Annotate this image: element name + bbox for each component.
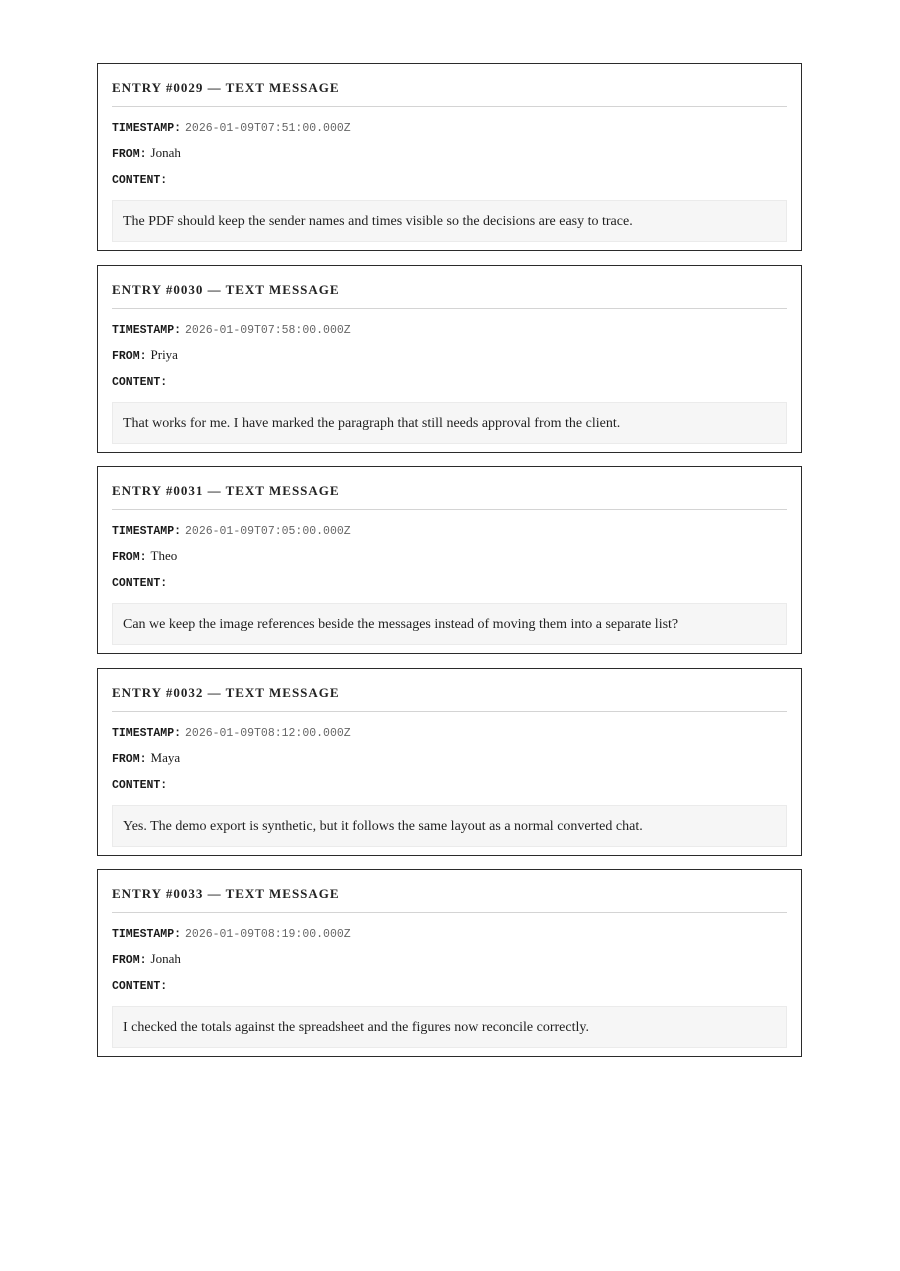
sender-name: Jonah <box>150 145 181 160</box>
timestamp-value: 2026-01-09T08:12:00.000Z <box>185 726 351 740</box>
timestamp-row <box>112 517 787 543</box>
content-label: CONTENT: <box>112 174 168 187</box>
timestamp-value: 2026-01-09T07:58:00.000Z <box>185 323 351 337</box>
sender-name: Jonah <box>150 951 181 966</box>
entry-card <box>97 265 802 453</box>
content-label: CONTENT: <box>112 375 168 389</box>
content-row <box>112 972 787 998</box>
sender-name: Maya <box>150 749 181 765</box>
timestamp-label: TIMESTAMP: <box>112 122 182 135</box>
content-row <box>112 569 787 595</box>
entry-heading: ENTRY #0033 — TEXT MESSAGE <box>112 870 787 913</box>
entry-card <box>97 466 802 654</box>
content-row <box>112 166 787 192</box>
entry-card <box>97 668 802 856</box>
from-label: FROM: <box>112 752 147 766</box>
timestamp-row <box>112 719 787 745</box>
entry-card <box>97 63 802 251</box>
content-label: CONTENT: <box>112 980 168 993</box>
timestamp-label: TIMESTAMP: <box>112 726 182 740</box>
timestamp-row <box>112 920 787 946</box>
from-row <box>112 946 787 972</box>
entry-heading: ENTRY #0031 — TEXT MESSAGE <box>112 467 787 510</box>
from-row <box>112 140 787 166</box>
from-row <box>112 745 787 771</box>
timestamp-label: TIMESTAMP: <box>112 525 182 538</box>
timestamp-row <box>112 316 787 342</box>
from-row <box>112 342 787 368</box>
message-content: That works for me. I have marked the paragraph that still needs approval from the client. <box>112 402 787 444</box>
content-row <box>112 368 787 394</box>
message-content: Can we keep the image references beside the messages instead of moving them into a separate list? <box>112 603 787 645</box>
message-content: The PDF should keep the sender names and times visible so the decisions are easy to trace. <box>112 200 787 242</box>
entry-list <box>97 63 802 1071</box>
sender-name: Theo <box>150 548 178 563</box>
message-content: I checked the totals against the spreadsheet and the figures now reconcile correctly. <box>112 1006 787 1048</box>
from-row <box>112 543 787 569</box>
timestamp-label: TIMESTAMP: <box>112 323 182 337</box>
content-label: CONTENT: <box>112 577 168 590</box>
message-content: Yes. The demo export is synthetic, but it follows the same layout as a normal converted chat. <box>112 805 787 847</box>
entry-heading: ENTRY #0029 — TEXT MESSAGE <box>112 64 787 107</box>
sender-name: Priya <box>150 346 178 362</box>
timestamp-value: 2026-01-09T07:05:00.000Z <box>185 525 351 538</box>
timestamp-label: TIMESTAMP: <box>112 928 182 941</box>
from-label: FROM: <box>112 349 147 363</box>
from-label: FROM: <box>112 954 147 967</box>
timestamp-value: 2026-01-09T07:51:00.000Z <box>185 122 351 135</box>
from-label: FROM: <box>112 551 147 564</box>
from-label: FROM: <box>112 148 147 161</box>
entry-heading: ENTRY #0030 — TEXT MESSAGE <box>112 266 787 309</box>
entry-card <box>97 869 802 1057</box>
entry-heading: ENTRY #0032 — TEXT MESSAGE <box>112 669 787 712</box>
timestamp-row <box>112 114 787 140</box>
timestamp-value: 2026-01-09T08:19:00.000Z <box>185 928 351 941</box>
content-label: CONTENT: <box>112 778 168 792</box>
content-row <box>112 771 787 797</box>
